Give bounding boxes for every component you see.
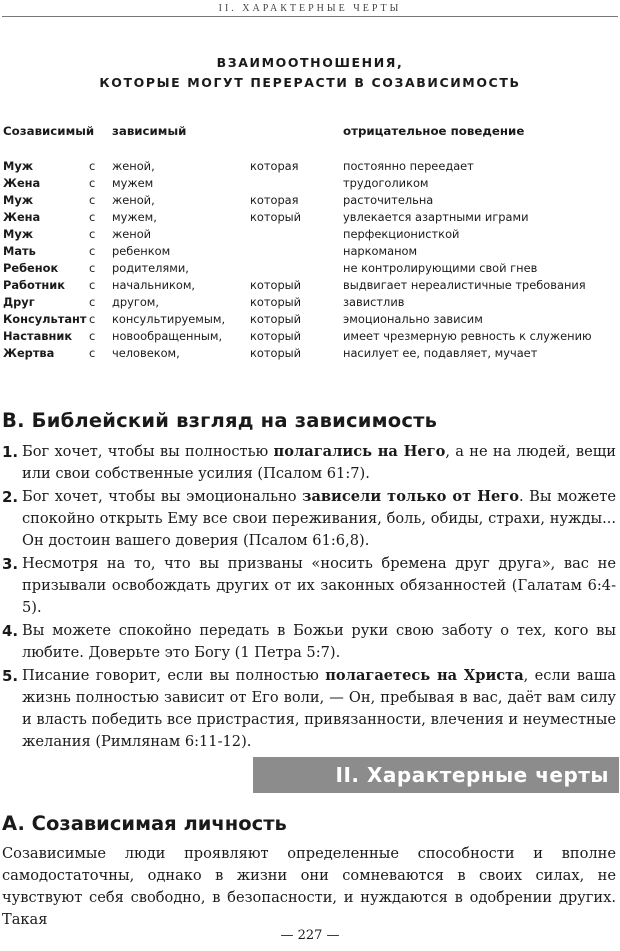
row-subject: Муж — [3, 159, 34, 173]
row-behavior: насилует ее, подавляет, мучает — [343, 346, 538, 360]
point-text: Вы можете спокойно передать в Божьи руки свою заботу о тех, кого вы любите. Доверьте это Богу (1 Петра 5:7). — [22, 622, 616, 661]
table-header-row — [0, 123, 620, 140]
row-subject: Консультант — [3, 312, 87, 326]
list-item — [0, 441, 620, 485]
header-behavior: отрицательное поведение — [343, 124, 525, 138]
section-b-heading: B. Библейский взгляд на зависимость — [2, 409, 438, 432]
row-subject: Ребенок — [3, 261, 59, 275]
header-object: зависимый — [112, 124, 187, 138]
point-number: 3. — [2, 555, 19, 573]
point-emphasis: полагались на Него — [273, 443, 446, 460]
section-b-points — [0, 441, 620, 754]
row-rel: которая — [250, 159, 299, 173]
row-behavior: имеет чрезмерную ревность к служению — [343, 329, 592, 343]
point-text-end: . Вы можете спокойно открыть Ему все свои переживания, боль, обиды, страхи, нужды... Он достоин вашего доверия (Псалом 61:6,8). — [22, 488, 616, 549]
row-prep: с — [89, 193, 96, 207]
point-number: 1. — [2, 443, 19, 461]
table-row — [0, 226, 620, 243]
row-object: родителями, — [112, 261, 189, 275]
row-prep: с — [89, 227, 96, 241]
row-prep: с — [89, 329, 96, 343]
row-prep: с — [89, 312, 96, 326]
row-rel: который — [250, 346, 302, 360]
row-subject: Мать — [3, 244, 36, 258]
row-prep: с — [89, 244, 96, 258]
section-a-paragraph: Созависимые люди проявляют определенные способности и вполне самодостаточны, однако в жизни они сомневаются в своих силах, не чувствуют себя свободно, в безопасности, и нуждаются в одобрении других. Такая — [2, 845, 616, 928]
row-behavior: расточительна — [343, 193, 434, 207]
row-behavior: эмоционально зависим — [343, 312, 483, 326]
header-rule — [2, 16, 618, 17]
row-behavior: постоянно переедает — [343, 159, 474, 173]
row-prep: с — [89, 261, 96, 275]
row-object: другом, — [112, 295, 160, 309]
row-prep: с — [89, 346, 96, 360]
point-emphasis: полагаетесь на Христа — [325, 667, 524, 684]
row-rel: который — [250, 329, 302, 343]
row-prep: с — [89, 210, 96, 224]
row-subject: Муж — [3, 227, 34, 241]
row-object: женой — [112, 227, 152, 241]
row-object: мужем — [112, 176, 154, 190]
point-number: 5. — [2, 667, 19, 685]
row-prep: с — [89, 278, 96, 292]
table-row — [0, 192, 620, 209]
row-subject: Жертва — [3, 346, 55, 360]
row-rel: который — [250, 278, 302, 292]
row-subject: Наставник — [3, 329, 73, 343]
row-behavior: трудоголиком — [343, 176, 429, 190]
table-row — [0, 277, 620, 294]
relationships-table — [0, 158, 620, 362]
row-subject: Жена — [3, 210, 41, 224]
row-subject: Муж — [3, 193, 34, 207]
row-prep: с — [89, 159, 96, 173]
row-object: начальником, — [112, 278, 196, 292]
table-row — [0, 243, 620, 260]
point-text: Писание говорит, если вы полностью — [22, 667, 326, 684]
row-behavior: перфекционисткой — [343, 227, 460, 241]
row-subject: Жена — [3, 176, 41, 190]
point-text: Бог хочет, чтобы вы полностью — [22, 443, 274, 460]
row-behavior: не контролирующими свой гнев — [343, 261, 538, 275]
table-row — [0, 328, 620, 345]
row-behavior: выдвигает нереалистичные требования — [343, 278, 586, 292]
point-text: Бог хочет, чтобы вы эмоционально — [22, 488, 303, 505]
table-row — [0, 294, 620, 311]
row-object: мужем, — [112, 210, 157, 224]
row-object: женой, — [112, 193, 155, 207]
row-object: консультируемым, — [112, 312, 226, 326]
list-item — [0, 620, 620, 664]
point-emphasis: зависели только от Него — [302, 488, 519, 505]
row-behavior: завистлив — [343, 295, 405, 309]
table-title-line1: ВЗАИМООТНОШЕНИЯ, — [216, 55, 404, 70]
row-object: человеком, — [112, 346, 180, 360]
chapter-title-bar: II. Характерные черты — [253, 757, 619, 793]
row-subject: Друг — [3, 295, 35, 309]
section-a-heading: A. Созависимая личность — [2, 812, 287, 835]
row-object: ребенком — [112, 244, 171, 258]
point-text: Несмотря на то, что вы призваны «носить бремена друг друга», вас не призывали освобождать других от их законных обязанностей (Галатам 6:4-5). — [22, 555, 616, 616]
point-text-end: , если ваша жизнь полностью зависит от Его воли, — Он, пребывая в вас, даёт вам силу и власть победить все пристрастия, привязанности, влечения и неуместные желания (Римлянам 6:11-12). — [22, 667, 617, 750]
table-row — [0, 345, 620, 362]
row-rel: который — [250, 210, 302, 224]
row-behavior: увлекается азартными играми — [343, 210, 529, 224]
row-object: женой, — [112, 159, 155, 173]
page-number: — 227 — — [280, 928, 340, 943]
table-row — [0, 209, 620, 226]
header-subject: Созависимый — [3, 124, 95, 138]
table-title — [0, 53, 620, 93]
row-prep: с — [89, 176, 96, 190]
list-item — [0, 665, 620, 753]
row-object: новообращенным, — [112, 329, 223, 343]
table-row — [0, 175, 620, 192]
point-number: 2. — [2, 488, 19, 506]
list-item — [0, 486, 620, 552]
table-row — [0, 311, 620, 328]
row-subject: Работник — [3, 278, 65, 292]
table-title-line2: КОТОРЫЕ МОГУТ ПЕРЕРАСТИ В СОЗАВИСИМОСТЬ — [99, 75, 521, 90]
point-text-end: , а не на людей, вещи или свои собственные усилия (Псалом 61:7). — [22, 443, 617, 482]
list-item — [0, 553, 620, 619]
point-number: 4. — [2, 622, 19, 640]
table-row — [0, 158, 620, 175]
row-rel: который — [250, 295, 302, 309]
table-row — [0, 260, 620, 277]
row-rel: которая — [250, 193, 299, 207]
row-behavior: наркоманом — [343, 244, 418, 258]
running-head: II. ХАРАКТЕРНЫЕ ЧЕРТЫ — [218, 3, 402, 14]
row-rel: который — [250, 312, 302, 326]
row-prep: с — [89, 295, 96, 309]
